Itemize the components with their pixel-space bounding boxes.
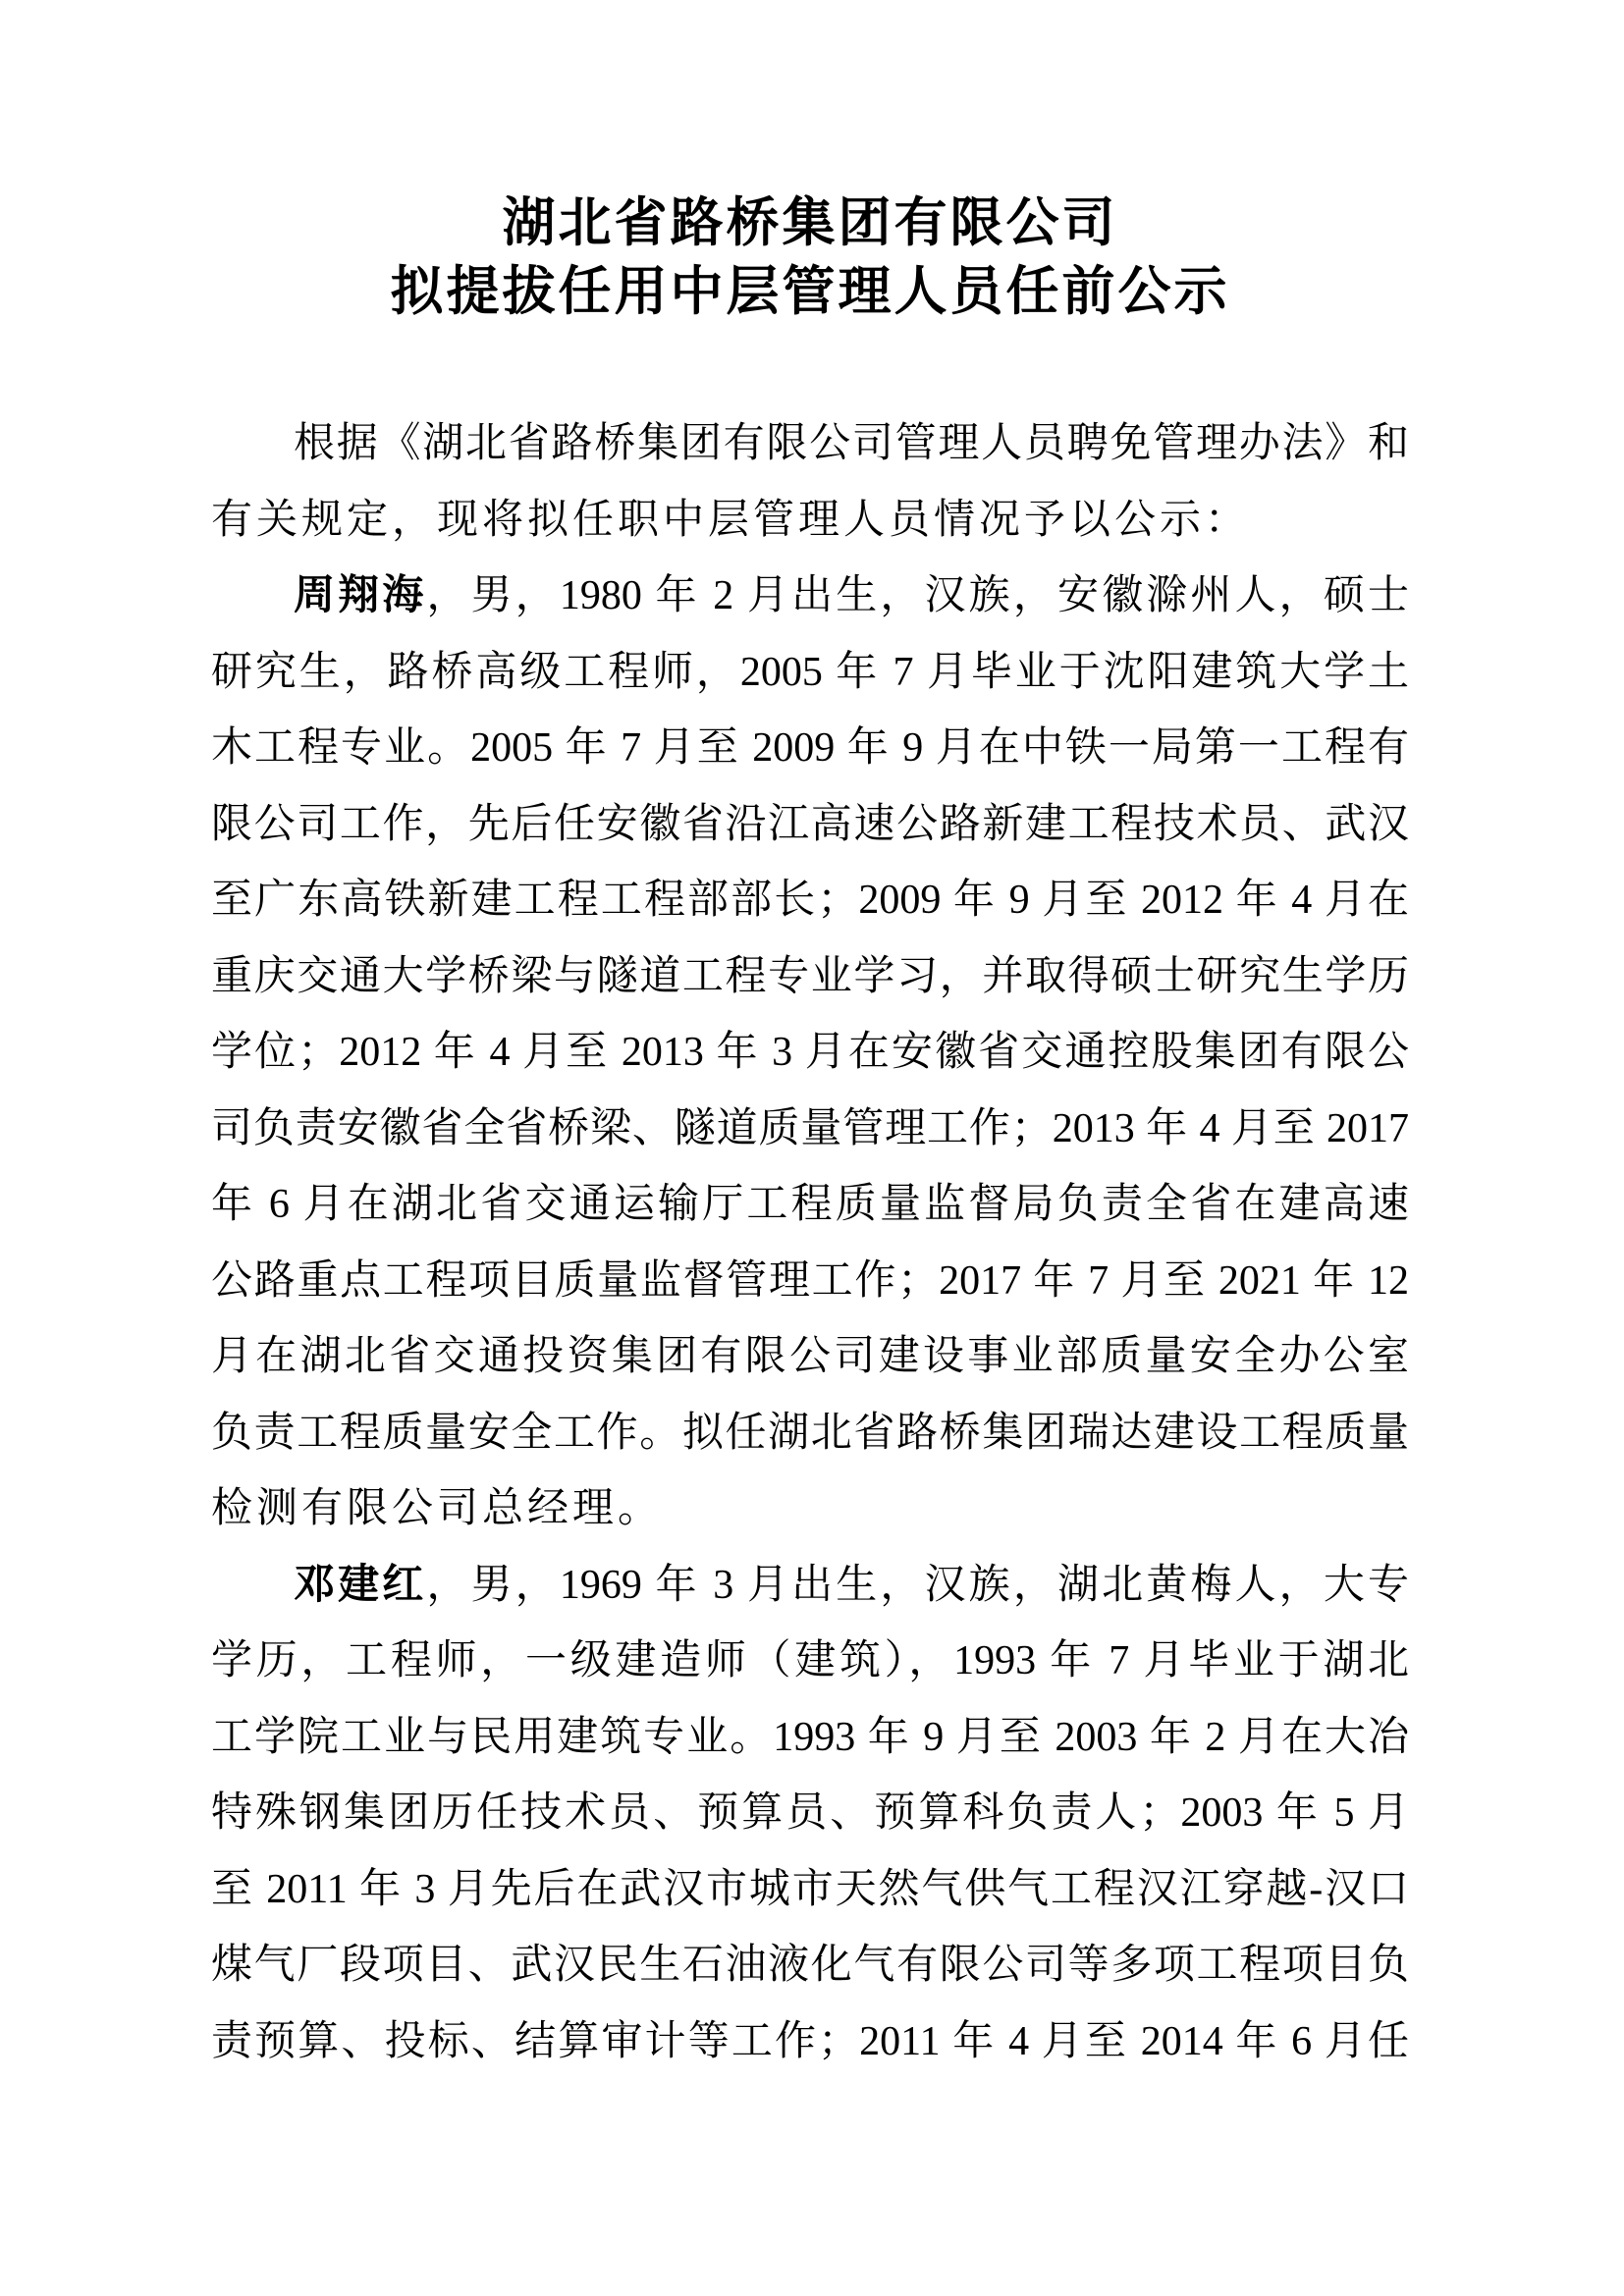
text-line [211,2004,1409,2081]
line-text: ，男，1980 年 2 月出生，汉族，安徽滁州人，硕士 [426,573,1409,618]
line-text: 检测有限公司总经理。 [211,1486,664,1531]
document-title [211,188,1409,326]
text-line [211,1852,1409,1929]
person-name: 周翔海 [294,573,427,618]
line-text: 至 2011 年 3 月先后在武汉市城市天然气供气工程汉江穿越-汉口 [211,1866,1409,1912]
text-line [211,406,1409,483]
text-line [211,1700,1409,1777]
paragraph [211,406,1409,559]
line-text: 学位；2012 年 4 月至 2013 年 3 月在安徽省交通控股集团有限公 [211,1030,1409,1075]
line-text: 学历，工程师，一级建造师（建筑），1993 年 7 月毕业于湖北 [211,1638,1409,1683]
line-text: 责预算、投标、结算审计等工作；2011 年 4 月至 2014 年 6 月任 [211,2018,1409,2064]
document-body [211,406,1409,2080]
title-line-1: 湖北省路桥集团有限公司 [502,193,1118,252]
text-line [211,1092,1409,1168]
line-text: 特殊钢集团历任技术员、预算员、预算科负责人；2003 年 5 月 [211,1790,1409,1836]
line-text: 司负责安徽省全省桥梁、隧道质量管理工作；2013 年 4 月至 2017 [211,1105,1409,1151]
line-text: 木工程专业。2005 年 7 月至 2009 年 9 月在中铁一局第一工程有 [211,725,1409,771]
line-text: 公路重点工程项目质量监督管理工作；2017 年 7 月至 2021 年 12 [211,1257,1409,1304]
text-line [211,1548,1409,1625]
line-text: 年 6 月在湖北省交通运输厅工程质量监督局负责全省在建高速 [211,1182,1409,1227]
paragraph [211,559,1409,1548]
text-line [211,787,1409,864]
line-text: 煤气厂段项目、武汉民生石油液化气有限公司等多项工程项目负 [211,1943,1409,1988]
line-text: 研究生，路桥高级工程师，2005 年 7 月毕业于沈阳建筑大学土 [211,649,1409,695]
line-text: ，男，1969 年 3 月出生，汉族，湖北黄梅人，大专 [426,1562,1409,1608]
text-line [211,1928,1409,2004]
line-text: 月在湖北省交通投资集团有限公司建设事业部质量安全办公室 [211,1334,1409,1379]
text-line [211,939,1409,1016]
line-text: 负责工程质量安全工作。拟任湖北省路桥集团瑞达建设工程质量 [211,1410,1409,1456]
text-line [211,1015,1409,1092]
person-name: 邓建红 [294,1562,427,1608]
paragraph [211,1548,1409,2081]
text-line [211,1167,1409,1244]
title-line-2: 拟提拔任用中层管理人员任前公示 [390,262,1230,321]
line-text: 重庆交通大学桥梁与隧道工程专业学习，并取得硕士研究生学历 [211,953,1409,999]
line-text: 根据《湖北省路桥集团有限公司管理人员聘免管理办法》和 [294,421,1409,466]
text-line [211,1776,1409,1852]
line-text: 有关规定，现将拟任职中层管理人员情况予以公示： [211,497,1251,543]
text-line [211,559,1409,635]
text-line [211,1244,1409,1320]
text-line [211,1624,1409,1700]
text-line [211,635,1409,712]
text-line [211,1396,1409,1472]
line-text: 至广东高铁新建工程工程部部长；2009 年 9 月至 2012 年 4 月在 [211,878,1409,923]
text-line [211,1471,1409,1548]
text-line [211,1319,1409,1396]
text-line [211,711,1409,787]
text-line [211,863,1409,939]
text-line [211,483,1409,560]
line-text: 限公司工作，先后任安徽省沿江高速公路新建工程技术员、武汉 [211,801,1409,847]
line-text: 工学院工业与民用建筑专业。1993 年 9 月至 2003 年 2 月在大冶 [211,1714,1409,1760]
